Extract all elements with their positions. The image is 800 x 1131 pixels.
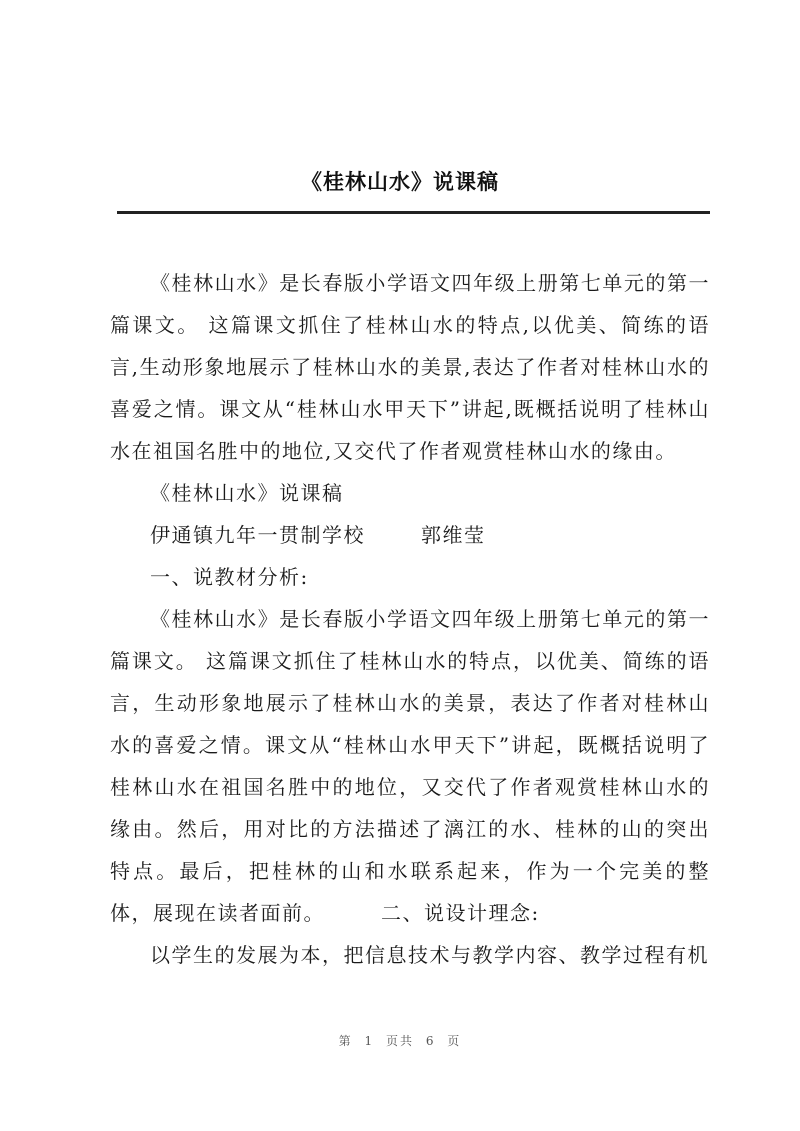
- subtitle-paragraph: 《桂林山水》说课稿: [150, 481, 344, 505]
- footer-middle: 页共: [385, 1034, 414, 1048]
- title-underline: [117, 211, 710, 214]
- section-1-text: 《桂林山水》是长春版小学语文四年级上册第七单元的第一篇课文。 这篇课文抓住了桂林山水的特点，以优美、简练的语言，生动形象地展示了桂林山水的美景，表达了作者对桂林山水的喜爱之情。课文从“桂林山水甲天下”讲起，既概括说明了桂林山水在祖国名胜中的地位，又交代了作者观赏桂林山水的缘由。然后，用对比的方法描述了漓江的水、桂林的山的突出特点。最后，把桂林的山和水联系起来，作为一个完美的整体，展现在读者面前。: [110, 607, 710, 925]
- school-name: 伊通镇九年一贯制学校: [150, 523, 365, 547]
- section-2-body: 以学生的发展为本，把信息技术与教学内容、教学过程有机: [150, 943, 709, 967]
- intro-paragraph: 《桂林山水》是长春版小学语文四年级上册第七单元的第一篇课文。 这篇课文抓住了桂林山水的特点,以优美、简练的语言,生动形象地展示了桂林山水的美景,表达了作者对桂林山水的喜爱之情。课文从“桂林山水甲天下”讲起,既概括说明了桂林山水在祖国名胜中的地位,又交代了作者观赏桂林山水的缘由。: [110, 271, 710, 463]
- section-2-heading: 二、说设计理念:: [381, 901, 540, 925]
- section-1-heading: 一、说教材分析:: [150, 565, 309, 589]
- author-line: [110, 514, 710, 556]
- page-footer: [0, 1032, 800, 1049]
- footer-prefix: 第: [338, 1034, 353, 1048]
- footer-total-pages: 6: [425, 1034, 436, 1048]
- section-1-body: [110, 598, 710, 934]
- footer-page-number: 1: [364, 1034, 375, 1048]
- footer-suffix: 页: [447, 1034, 462, 1048]
- document-title: 《桂林山水》说课稿: [301, 170, 499, 194]
- document-body: [110, 262, 710, 976]
- author-name: 郭维莹: [421, 523, 486, 547]
